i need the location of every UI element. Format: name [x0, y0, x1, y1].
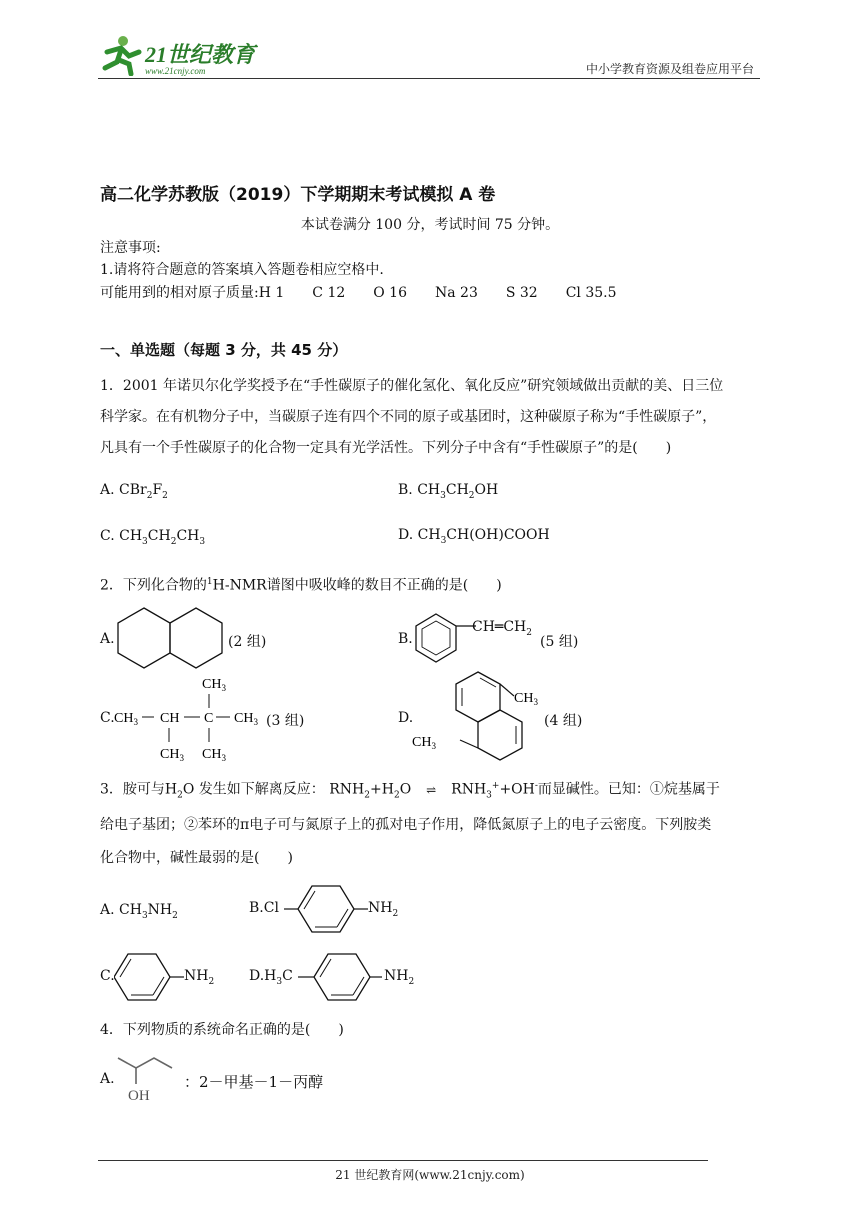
q4-option-a[interactable]: A. — [100, 1071, 115, 1087]
q3-stem-3: 化合物中，碱性最弱的是( ) — [100, 850, 293, 866]
trimethylbutane-structure — [112, 672, 272, 764]
q2-option-b-label[interactable]: B. — [398, 631, 413, 647]
svg-text:CH3: $CH_3$ — [114, 711, 138, 727]
q2-stem: 2．下列化合物的$^1$H-NMR谱图中吸收峰的数目不正确的是( ) — [100, 577, 502, 594]
q3-stem-1: 3．胺可与$H_2O$ 发生如下解离反应： $RNH_2+H_2O$ ⇌ $RNH_3^++OH^-$而显碱性。已知：①烷基属于 — [100, 781, 720, 801]
svg-text:CH3: $CH_3$ — [202, 677, 226, 693]
butanol-skeleton — [114, 1048, 184, 1104]
q2-option-d-note: (4 组) — [544, 713, 583, 729]
dimethylnaphthalene-structure — [410, 668, 550, 764]
decalin-structure — [114, 606, 234, 672]
q4-stem: 4．下列物质的系统命名正确的是( ) — [100, 1022, 344, 1038]
hydroxyl-label: OH — [128, 1088, 150, 1104]
svg-text:CH3: $CH_3$ — [160, 747, 184, 763]
toluidine-ring — [298, 950, 384, 1004]
q2-option-a-label[interactable]: A. — [100, 631, 115, 647]
q3-option-b-nh2: $NH_2$ — [368, 900, 399, 919]
q3-option-d-nh2: $NH_2$ — [384, 968, 415, 987]
svg-text:CH: CH — [160, 711, 180, 726]
q3-stem-2: 给电子基团；②苯环的π电子可与氮原子上的孤对电子作用，降低氮原子上的电子云密度。下列胺类 — [100, 817, 712, 833]
q1-option-a[interactable]: A. $CBr_2F_2$ — [100, 482, 168, 501]
svg-text:CH3: $CH_3$ — [412, 735, 436, 751]
svg-text:CH3: $CH_3$ — [514, 691, 538, 707]
notice-title: 注意事项: — [100, 240, 161, 256]
q3-option-d[interactable]: $D.H_3C$ — [249, 968, 293, 987]
q1-option-d[interactable]: D. $CH_3CH(OH)COOH$ — [398, 527, 550, 546]
q1-stem-1: 1．2001 年诺贝尔化学奖授予在“手性碳原子的催化氢化、氧化反应”研究领域做出贡献的美、日三位 — [100, 378, 724, 394]
header-divider — [98, 78, 760, 79]
svg-text:C: C — [204, 711, 214, 726]
platform-name: 中小学教育资源及组卷应用平台 — [585, 62, 754, 76]
styrene-group: $CH═CH_2$ — [472, 619, 533, 638]
svg-text:CH3: $CH_3$ — [202, 747, 226, 763]
q3-option-c-nh2: $NH_2$ — [184, 968, 215, 987]
svg-text:CH3: $CH_3$ — [234, 711, 258, 727]
q2-option-b-note: (5 组) — [540, 634, 579, 650]
q1-option-b[interactable]: B. $CH_3CH_2OH$ — [398, 482, 499, 501]
q2-option-c-note: (3 组) — [266, 713, 305, 729]
q2-option-d-label[interactable]: D. — [398, 710, 414, 726]
styrene-ring — [410, 612, 480, 664]
logo-url: www.21cnjy.com — [145, 66, 206, 76]
aniline-ring — [114, 950, 184, 1004]
q1-stem-2: 科学家。在有机物分子中，当碳原子连有四个不同的原子或基团时，这种碳原子称为“手性碳原子”， — [100, 409, 717, 425]
q2-option-a-note: (2 组) — [228, 634, 267, 650]
q3-option-a[interactable]: A. $CH_3NH_2$ — [100, 902, 178, 921]
q4-option-a-name: ：2－甲基－1－丙醇 — [184, 1073, 324, 1091]
section-title: 一、单选题（每题 3 分，共 45 分） — [100, 341, 348, 359]
footer-divider — [98, 1160, 708, 1161]
footer-text: 21 世纪教育网(www.21cnjy.com) — [335, 1168, 525, 1182]
runner-icon — [105, 36, 139, 74]
q3-option-b[interactable]: B.Cl — [249, 900, 279, 916]
q1-option-c[interactable]: C. $CH_3CH_2CH_3$ — [100, 528, 206, 547]
q3-option-c[interactable]: C. — [100, 968, 115, 984]
page-title: 高二化学苏教版（2019）下学期期末考试模拟 A 卷 — [100, 185, 496, 205]
chloroaniline-ring — [284, 882, 368, 936]
notice-item-1: 1.请将符合题意的答案填入答题卷相应空格中. — [100, 262, 384, 278]
q2-option-c-label[interactable]: C. — [100, 710, 115, 726]
atomic-masses: 可能用到的相对原子质量:H 1 C 12 O 16 Na 23 S 32 Cl 35.5 — [100, 285, 617, 301]
logo-text: 21世纪教育 — [145, 42, 256, 67]
site-logo — [95, 34, 260, 76]
exam-info: 本试卷满分 100 分，考试时间 75 分钟。 — [300, 217, 560, 233]
q1-stem-3: 凡具有一个手性碳原子的化合物一定具有光学活性。下列分子中含有“手性碳原子”的是( ) — [100, 440, 672, 456]
